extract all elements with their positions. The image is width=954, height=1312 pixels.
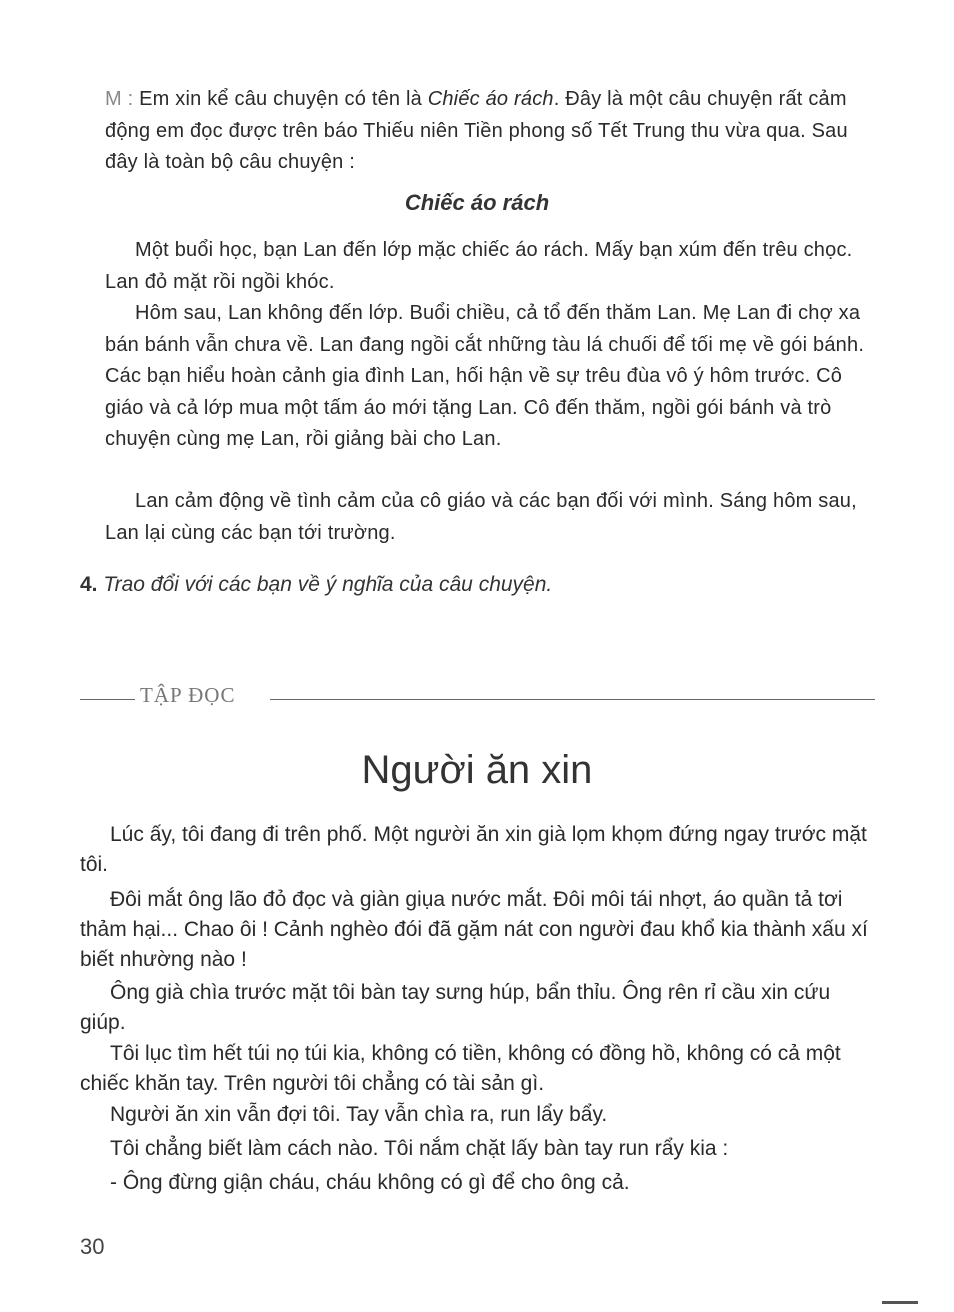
- story-title: Chiếc áo rách: [404, 190, 550, 215]
- section-label: TẬP ĐỌC: [140, 683, 236, 707]
- corner-mark: [882, 1301, 918, 1304]
- page-number: 30: [80, 1234, 105, 1259]
- story-paragraph: Hôm sau, Lan không đến lớp. Buổi chiều, cả tổ đến thăm Lan. Mẹ Lan đi chợ xa bán bánh vẫn chưa về. Lan đang ngồi cắt những tàu lá chuối để tối mẹ về gói bánh. Các bạn hiểu hoàn cảnh gia đình Lan, hối hận về sự trêu đùa vô ý hôm trước. Cô giáo và cả lớp mua một tấm áo mới tặng Lan. Cô đến thăm, ngồi gói bánh và trò chuyện cùng mẹ Lan, rồi giảng bài cho Lan.: [105, 302, 865, 450]
- reading-paragraph: Đôi mắt ông lão đỏ đọc và giàn giụa nước mắt. Đôi môi tái nhợt, áo quần tả tơi thảm hại... Chao ôi ! Cảnh nghèo đói đã gặm nát con người đau khổ kia thành xấu xí biết nhường nào !: [80, 888, 868, 971]
- story-paragraph: Lan cảm động về tình cảm của cô giáo và các bạn đối với mình. Sáng hôm sau, Lan lại cùng các bạn tới trường.: [105, 490, 857, 544]
- reading-paragraph: Lúc ấy, tôi đang đi trên phố. Một người ăn xin già lọm khọm đứng ngay trước mặt tôi.: [80, 823, 867, 876]
- reading-paragraph: Ông già chìa trước mặt tôi bàn tay sưng húp, bẩn thỉu. Ông rên rỉ cầu xin cứu giúp.: [80, 981, 831, 1034]
- exercise-item: [80, 573, 552, 597]
- reading-paragraph: Tôi chẳng biết làm cách nào. Tôi nắm chặt lấy bàn tay run rẩy kia :: [110, 1137, 729, 1160]
- reading-paragraph: Người ăn xin vẫn đợi tôi. Tay vẫn chìa ra, run lẩy bẩy.: [110, 1103, 608, 1126]
- story-intro: M : Em xin kể câu chuyện có tên là Chiếc áo rách. Đây là một câu chuyện rất cảm động em đọc được trên báo Thiếu niên Tiền phong số Tết Trung thu vừa qua. Sau đây là toàn bộ câu chuyện :: [105, 88, 848, 173]
- divider: [270, 699, 875, 700]
- reading-paragraph: Tôi lục tìm hết túi nọ túi kia, không có tiền, không có đồng hồ, không có cả một chiếc khăn tay. Trên người tôi chẳng có tài sản gì.: [80, 1042, 841, 1095]
- speaker-label: M :: [105, 88, 134, 110]
- reading-title: Người ăn xin: [361, 748, 593, 792]
- story-title-inline: Chiếc áo rách: [427, 88, 554, 110]
- divider: [80, 699, 135, 700]
- exercise-number: 4.: [80, 573, 98, 596]
- exercise-text: Trao đổi với các bạn về ý nghĩa của câu chuyện.: [97, 573, 553, 596]
- story-paragraph: Một buổi học, bạn Lan đến lớp mặc chiếc áo rách. Mấy bạn xúm đến trêu chọc. Lan đỏ mặt rồi ngồi khóc.: [105, 239, 853, 293]
- reading-paragraph: - Ông đừng giận cháu, cháu không có gì để cho ông cả.: [110, 1171, 630, 1194]
- section-header: [80, 680, 875, 710]
